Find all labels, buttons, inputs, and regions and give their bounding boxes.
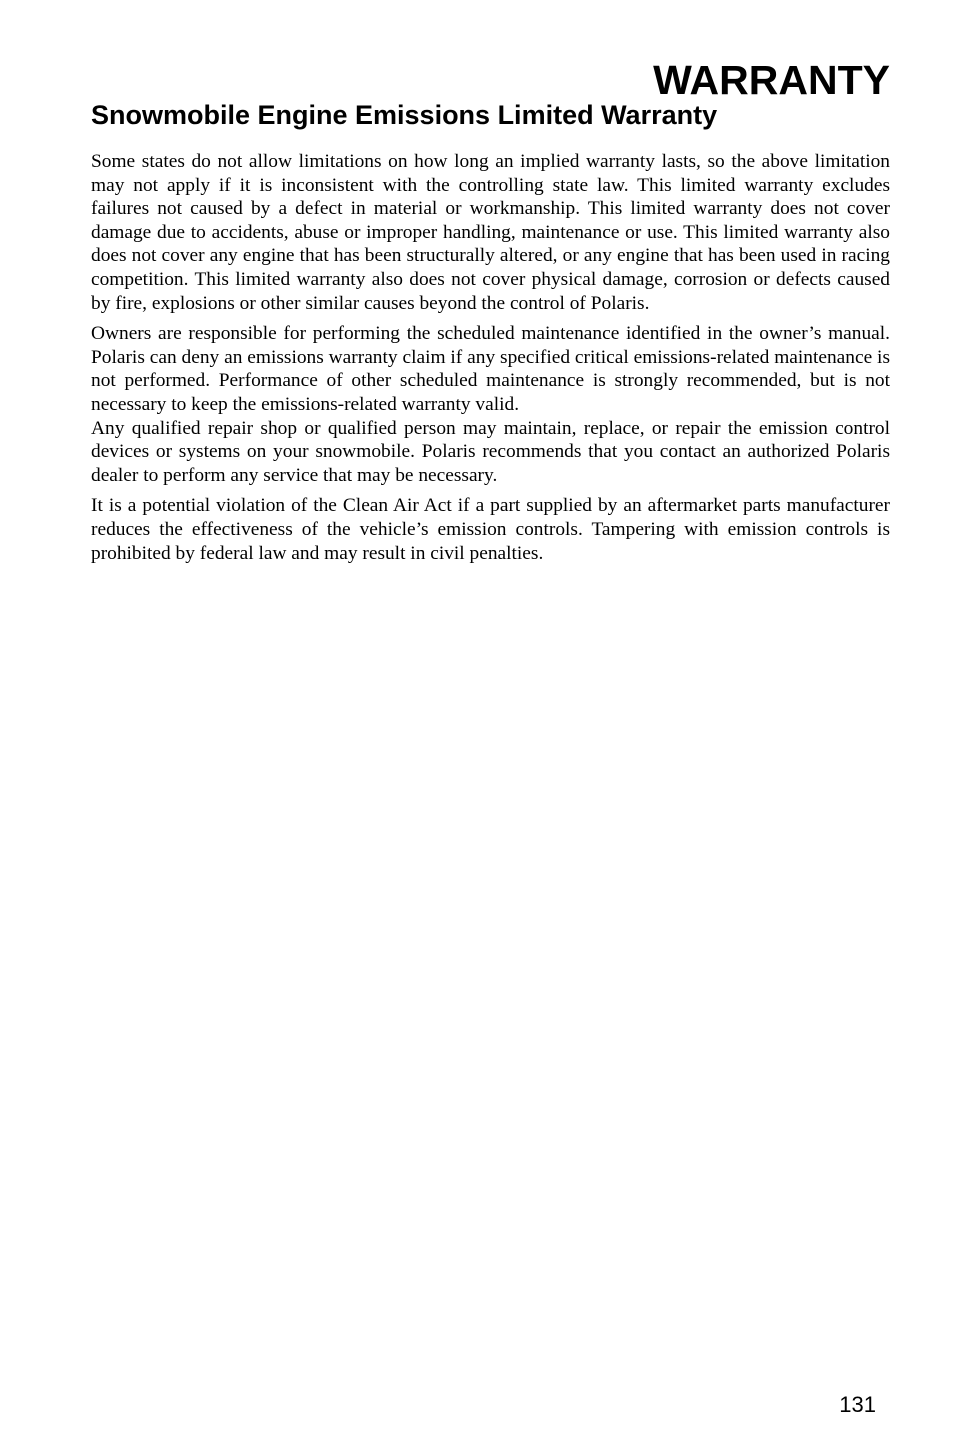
paragraph-owner-responsibility: Owners are responsible for performing the scheduled maintenance identified in the owner’s manual. Polaris can deny an emissions warranty claim if any specified critical emissions-related maintenance is not performed. Performance of other scheduled maintenance is strongly recommended, but is not necessary to keep the emissions-related warranty valid. — [91, 323, 890, 415]
body-text — [91, 150, 890, 565]
section-title: Snowmobile Engine Emissions Limited Warranty — [91, 100, 718, 130]
page-number: 131 — [839, 1392, 876, 1417]
page-header: WARRANTY — [653, 57, 890, 103]
paragraph-clean-air-act: It is a potential violation of the Clean Air Act if a part supplied by an aftermarket parts manufacturer reduces the effectiveness of the vehicle’s emission controls. Tampering with emission controls is prohibited by federal law and may result in civil penalties. — [91, 495, 890, 564]
paragraph-repair-shop: Any qualified repair shop or qualified person may maintain, replace, or repair the emission control devices or systems on your snowmobile. Polaris recommends that you contact an authorized Polaris dealer to perform any service that may be necessary. — [91, 417, 890, 486]
paragraph-limitations: Some states do not allow limitations on how long an implied warranty lasts, so the above limitation may not apply if it is inconsistent with the controlling state law. This limited warranty excludes failures not caused by a defect in material or workmanship. This limited warranty does not cover damage due to accidents, abuse or improper handling, maintenance or use. This limited warranty also does not cover any engine that has been structurally altered, or any engine that has been used in racing competition. This limited warranty also does not cover physical damage, corrosion or defects caused by fire, explosions or other similar causes beyond the control of Polaris. — [91, 151, 890, 314]
